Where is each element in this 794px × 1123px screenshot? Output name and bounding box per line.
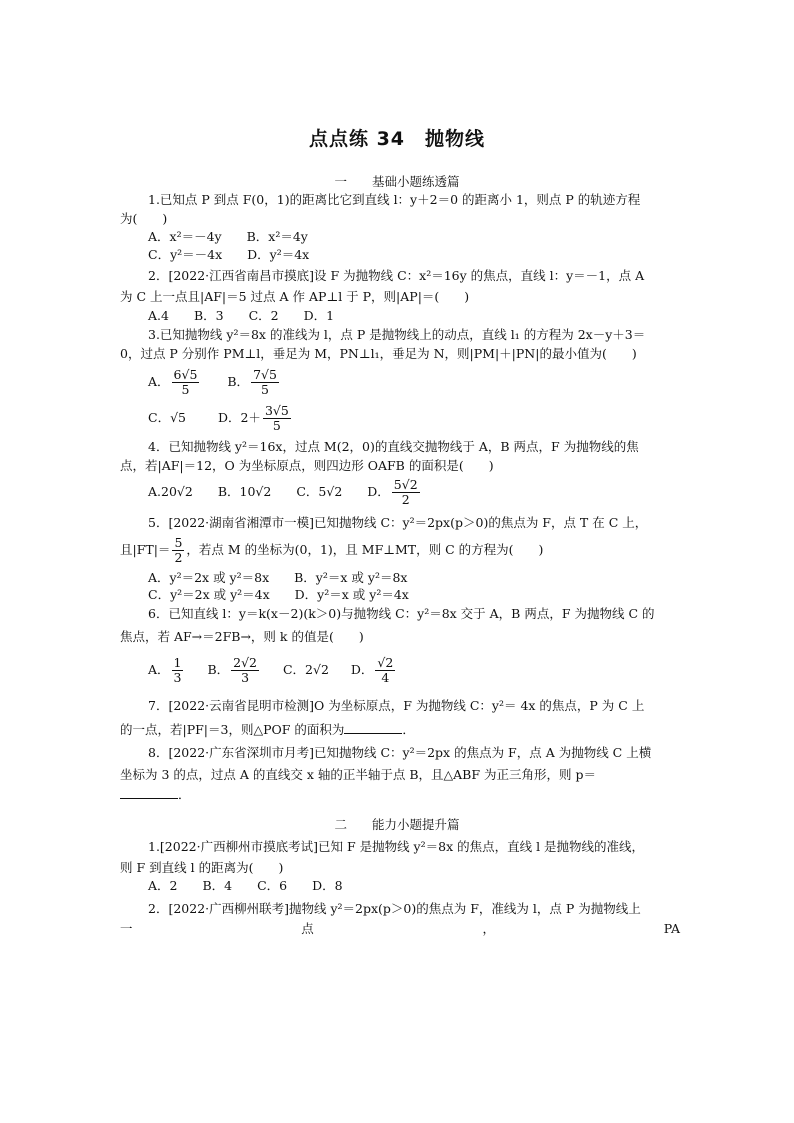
q5-options-cd: C．y²＝2x 或 y²＝4x D．y²＝x 或 y²＝4x xyxy=(148,587,409,602)
fraction-numerator: 2√2 xyxy=(233,655,258,670)
q7-stem: 7．[2022·云南省昆明市检测]O 为坐标原点，F 为抛物线 C：y²＝ 4x 的焦点，P 为 C 上 xyxy=(148,698,645,713)
q7-stem-cont xyxy=(120,721,680,739)
q6-stem: 6．已知直线 l：y＝k(x－2)(k＞0)与抛物线 C：y²＝8x 交于 A，B 两点，F 为抛物线 C 的 xyxy=(148,606,655,621)
q3-option-b-fraction xyxy=(251,368,279,397)
q6-stem-cont: 焦点，若 AF→＝2FB→，则 k 的值是( ) xyxy=(120,629,364,644)
q7-answer-blank[interactable] xyxy=(344,721,402,734)
q6-option-c: C．2√2 xyxy=(282,662,329,677)
p2-stem: 2．[2022·广西柳州联考]抛物线 y²＝2px(p＞0)的焦点为 F，准线为 l，点 P 为抛物线上 xyxy=(148,901,641,916)
q6-options xyxy=(148,652,708,688)
fraction-numerator: 7√5 xyxy=(253,367,277,382)
q6-option-d-fraction xyxy=(375,656,395,685)
q5-text-a: 且|FT|＝ xyxy=(120,542,171,557)
q7-text: 的一点，若|PF|＝3，则△POF 的面积为 xyxy=(120,722,345,737)
fraction-numerator: 1 xyxy=(173,655,182,670)
q2-stem: 2．[2022·江西省南昌市摸底]设 F 为抛物线 C：x²＝16y 的焦点，直线 l：y＝－1，点 A xyxy=(148,268,645,283)
fraction-denominator: 2 xyxy=(401,492,410,507)
q4-option-d-fraction xyxy=(392,478,420,507)
section-heading-basic: 一 基础小题练透篇 xyxy=(334,174,460,189)
q6-option-b-label: B． xyxy=(207,662,230,677)
q8-answer-blank[interactable] xyxy=(120,786,178,799)
fraction-denominator: 5 xyxy=(272,418,281,433)
q1-options-ab: A．x²＝－4y B．x²＝4y xyxy=(148,229,308,244)
q4-stem: 4．已知抛物线 y²＝16x，过点 M(2，0)的直线交抛物线于 A，B 两点，F 为抛物线的焦 xyxy=(148,439,639,454)
p2-word-1: 一 xyxy=(120,921,133,936)
q1-stem: 1.已知点 P 到点 F(0，1)的距离比它到直线 l：y＋2＝0 的距离小 1，则点 P 的轨迹方程 xyxy=(148,192,641,207)
fraction-denominator: 2 xyxy=(174,550,183,565)
q4-stem-cont: 点，若|AF|＝12，O 为坐标原点，则四边形 OAFB 的面积是( ) xyxy=(120,458,494,473)
q8-stem: 8．[2022·广东省深圳市月考]已知抛物线 C：y²＝2px 的焦点为 F，点 A 为抛物线 C 上横 xyxy=(148,745,652,760)
section-heading-advanced: 二 能力小题提升篇 xyxy=(334,817,460,832)
fraction-numerator: 5 xyxy=(174,535,183,550)
q8-answer-line xyxy=(120,786,680,804)
p1-stem: 1.[2022·广西柳州市摸底考试]已知 F 是抛物线 y²＝8x 的焦点，直线 l 是抛物线的准线， xyxy=(148,839,645,854)
q7-period: ． xyxy=(402,722,415,737)
q5-fraction xyxy=(172,536,184,565)
q6-option-d-label: D． xyxy=(350,662,374,677)
q6-option-b-fraction xyxy=(231,656,259,685)
q5-options-ab: A．y²＝2x 或 y²＝8x B．y²＝x 或 y²＝8x xyxy=(148,570,408,585)
q3-option-d-label: D．2＋ xyxy=(217,410,261,425)
q3-options-ab xyxy=(148,364,708,400)
q8-period: ． xyxy=(178,787,191,802)
q4-options xyxy=(148,474,708,510)
fraction-numerator: 3√5 xyxy=(264,403,289,418)
q6-option-a-fraction xyxy=(172,656,184,685)
q5-stem-cont xyxy=(120,532,680,568)
fraction-numerator: 6√5 xyxy=(173,367,198,382)
q3-stem: 3.已知抛物线 y²＝8x 的准线为 l，点 P 是抛物线上的动点，直线 l₁ 的方程为 2x－y＋3＝ xyxy=(148,327,646,342)
fraction-numerator: √2 xyxy=(377,655,394,670)
q5-stem: 5．[2022·湖南省湘潭市一模]已知抛物线 C：y²＝2px(p＞0)的焦点为 F，点 T 在 C 上， xyxy=(148,515,648,530)
fraction-numerator: 5√2 xyxy=(393,477,418,492)
q3-option-b-label: B． xyxy=(227,374,250,389)
fraction-denominator: 4 xyxy=(381,670,390,685)
p2-word-2: 点 xyxy=(301,921,314,936)
page-title: 点点练 34 抛物线 xyxy=(308,128,486,150)
q8-stem-cont: 坐标为 3 的点，过点 A 的直线交 x 轴的正半轴于点 B，且△ABF 为正三角形，则 p＝ xyxy=(120,767,596,782)
p2-word-4: PA xyxy=(663,921,680,936)
q3-option-a-label: A． xyxy=(148,374,170,389)
q2-stem-cont: 为 C 上一点且|AF|＝5 过点 A 作 AP⊥l 于 P，则|AP|＝( ) xyxy=(120,289,470,304)
q3-option-a-fraction xyxy=(172,368,200,397)
fraction-denominator: 5 xyxy=(261,382,269,397)
q2-options: A.4 B．3 C．2 D．1 xyxy=(148,308,335,323)
q1-options-cd: C．y²＝－4x D．y²＝4x xyxy=(148,247,310,262)
q4-options-text: A.20√2 B．10√2 C．5√2 D． xyxy=(148,484,390,499)
q3-option-c: C．√5 xyxy=(148,410,186,425)
p2-stem-cont xyxy=(120,920,680,938)
fraction-denominator: 3 xyxy=(173,670,182,685)
q6-option-a-label: A． xyxy=(148,662,170,677)
q5-text-b: ，若点 M 的坐标为(0，1)，且 MF⊥MT，则 C 的方程为( ) xyxy=(186,542,544,557)
q3-options-cd xyxy=(148,400,708,436)
p2-word-3: ， xyxy=(482,921,495,936)
fraction-denominator: 5 xyxy=(181,382,190,397)
p1-stem-cont: 则 F 到直线 l 的距离为( ) xyxy=(120,860,284,875)
q3-stem-cont: 0，过点 P 分别作 PM⊥l，垂足为 M，PN⊥l₁，垂足为 N，则|PM|＋|PN|的最小值为( ) xyxy=(120,346,637,361)
p1-options: A．2 B．4 C．6 D．8 xyxy=(148,878,343,893)
q1-stem-cont: 为( ) xyxy=(120,211,168,226)
fraction-denominator: 3 xyxy=(241,670,250,685)
q3-option-d-fraction xyxy=(263,404,291,433)
